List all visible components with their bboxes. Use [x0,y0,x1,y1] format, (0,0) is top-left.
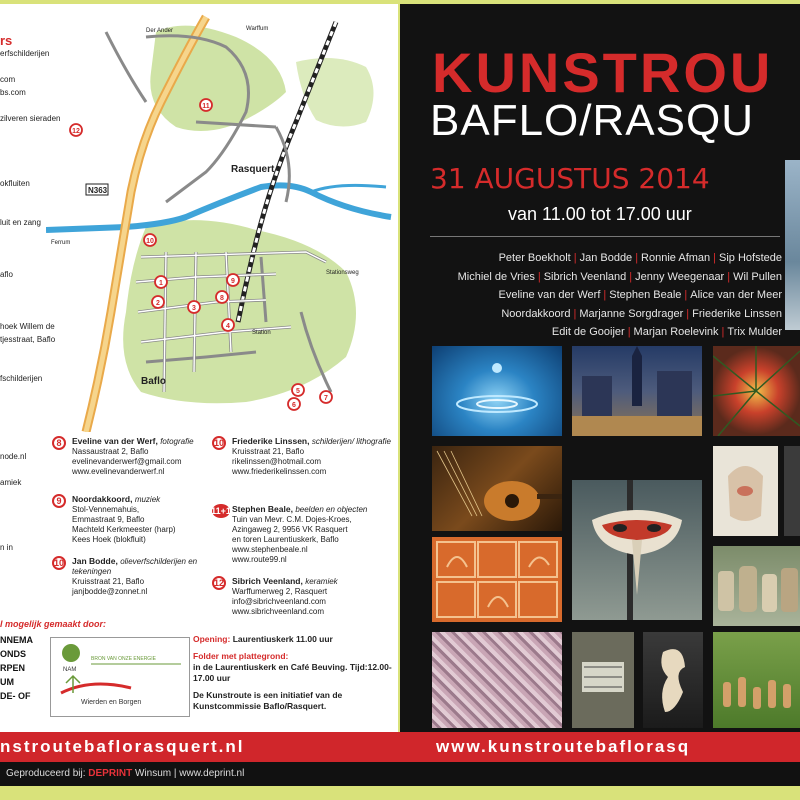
opening-label: Opening: [193,634,231,644]
map-marker-5 [292,384,304,396]
map-label-station: Station [252,330,271,336]
photo-guitar-harp [432,446,562,531]
map-label-rasquert: Rasquert [231,164,275,175]
participant-item: bs.com [0,88,26,97]
sponsor-name: DE- OF [0,691,31,701]
artist-separator: | [627,326,631,338]
artist-name: Peter Boekholt [498,252,571,264]
artist-name: Edit de Gooijer [551,326,625,338]
map-marker-6 [288,398,300,410]
logo-energy-text: BRON VAN ONZE ENERGIE [91,656,156,662]
map-marker-1 [155,276,167,288]
entry-line: www.route99.nl [232,555,287,564]
artist-names [422,249,782,342]
artist-name: Friederike Linssen [692,307,782,320]
photo-pink-texture [432,632,562,728]
map-marker-8 [216,291,228,303]
entry-line: Stol-Vennemahuis, [72,505,140,514]
initiative-text: De Kunstroute is een initiatief van de Kunstcommissie Baflo/Rasquert. [193,690,343,711]
entry-name: Eveline van der Werf, [72,436,161,446]
entry-number-badge: 11+1 [211,506,231,516]
map-marker-11 [200,99,212,111]
participant-item: zilveren sieraden [0,114,60,123]
artist-name: Jan Bodde [579,252,633,264]
entry-line: Emmastraat 9, Baflo [72,515,145,524]
artist-row [422,268,782,287]
entry-line: Kruisstraat 21, Baflo [72,577,145,586]
event-notes [193,634,393,718]
artist-entry [52,556,232,597]
map-marker-label: 2 [156,300,160,307]
entry-line: Machteld Kerkmeester (harp) [72,525,176,534]
sponsor-logos [50,637,190,717]
artist-name: Marjan Roelevink [633,326,719,338]
entry-role: beelden en objecten [295,505,368,514]
photo-jewelry [572,632,634,728]
map-label-road: N363 [88,186,108,195]
artist-separator: | [629,270,633,283]
participant-item: aflo [0,270,13,279]
map-label-stationsweg: Stationsweg [326,270,359,276]
sponsor-name: UM [0,677,14,687]
artist-name: Jenny Weegenaar [635,270,725,283]
map-marker-label: 12 [72,128,80,135]
map-marker-3 [188,301,200,313]
sponsor-name: RPEN [0,663,26,673]
artist-name: Stephen Beale [609,289,682,301]
participant-item: hoek Willem de [0,322,55,331]
credit-site[interactable]: www.deprint.nl [179,768,245,779]
artist-separator: | [727,270,731,283]
participant-item [0,463,60,476]
entry-name: Sibrich Veenland, [232,576,306,586]
photo-starburst [713,346,800,436]
participant-item: com [0,75,16,84]
participant-item: erfschilderijen [0,49,50,58]
photo-garden-sculptures [713,632,800,728]
title-line1: KUNSTROU [432,41,774,104]
entry-line: Tuin van Mevr. C.M. Dojes-Kroes, [232,515,352,524]
entry-line: rikelinssen@hotmail.com [232,457,322,466]
entry-role: schilderijen/ lithografie [311,437,391,446]
sponsors-title: l mogelijk gemaakt door: [0,619,107,629]
entry-line: www.stephenbeale.nl [232,545,308,554]
artist-separator: | [686,307,690,320]
map-road-sign [86,184,108,195]
entry-line: Kruisstraat 21, Baflo [232,447,305,456]
map-marker-12 [70,124,82,136]
entry-role: olieverfschilderijen en tekeningen [72,557,198,576]
artist-entry [52,436,232,477]
credit-brand: DEPRINT [88,768,133,779]
map-marker-label: 3 [192,305,196,312]
participant-item [0,515,60,528]
website-link-left[interactable]: nstroutebaflorasquert.nl [0,737,245,756]
sponsor-name: NNEMA [0,635,33,645]
map-marker-label: 7 [324,395,328,402]
title-line2: BAFLO/RASQU [430,96,754,145]
artist-row [422,286,782,305]
artist-name: Sibrich Veenland [543,270,627,283]
poster [0,4,800,794]
entry-line: www.sibrichveenland.com [232,607,325,616]
folder-label: Folder met plattegrond: [193,651,289,661]
artist-entry [212,504,392,565]
artist-row [422,249,782,268]
map-label-ferrum: Ferrum [51,240,71,246]
artist-separator: | [573,307,577,320]
entry-role: muziek [134,495,161,504]
entry-role: fotografie [160,437,194,446]
artist-entry [52,494,232,545]
credit-city: Winsum [134,768,172,779]
artist-name: Noordakkoord [501,307,571,320]
participant-item [0,437,60,450]
left-panel [0,4,398,732]
entry-number-badge: 8 [52,436,66,450]
participant-item [0,528,60,541]
participant-item: fschilderijen [0,374,43,383]
map-marker-9 [227,274,239,286]
wierden-logo [61,676,141,706]
entry-number-badge: 9 [52,494,66,508]
map-label-warffum: Warffum [246,26,269,32]
entry-line: Nassaustraat 2, Baflo [72,447,149,456]
entry-line: janjbodde@zonnet.nl [72,587,148,596]
participant-item: node.nl [0,452,27,461]
photo-dark-edge [784,446,800,536]
artist-separator: | [713,252,717,264]
artist-row [422,305,782,324]
entry-number-badge: 10 [54,558,65,568]
entry-number-badge: 12 [214,578,225,588]
entry-name: Noordakkoord, [72,494,135,504]
artist-name: Ronnie Afman [641,252,711,264]
participant-item: luit en zang [0,218,41,227]
participants-header: rs [0,33,13,48]
artist-entry [212,436,392,477]
artist-separator: | [684,289,688,301]
artist-name: Marjanne Sorgdrager [579,307,684,320]
artist-name: Eveline van der Werf [498,289,601,301]
entry-name: Friederike Linssen, [232,436,312,446]
route-map [46,12,396,432]
map-marker-4 [222,319,234,331]
divider [430,236,780,237]
artist-name: Sip Hofstede [719,252,782,264]
opening-text: Laurentiuskerk 11.00 uur [232,634,333,644]
logo-nam-text: NAM [63,667,77,673]
entry-number-badge: 10 [214,438,225,448]
sponsors [0,619,195,719]
participant-item: tjesstraat, Baflo [0,335,56,344]
map-marker-7 [320,391,332,403]
entry-line: Warffumerweg 2, Rasquert [232,587,328,596]
entry-line: info@sibrichveenland.com [232,597,326,606]
artist-separator: | [635,252,639,264]
artist-entry [212,576,392,617]
credit-prefix: Geproduceerd bij: [6,768,86,779]
side-photo-strip [785,160,800,330]
sponsor-name: ONDS [0,649,27,659]
photo-orange-print [432,537,562,622]
map-marker-label: 10 [146,238,154,245]
artist-separator: | [573,252,577,264]
map-label-baflo: Baflo [141,376,166,387]
photo-sculpture [643,632,703,728]
artist-separator: | [537,270,541,283]
artist-name: Trix Mulder [727,326,782,338]
map-marker-10 [144,234,156,246]
photo-water-drop [432,346,562,436]
entry-name: Jan Bodde, [72,556,121,566]
entry-line: en toren Laurentiuskerk, Baflo [232,535,339,544]
credit-line: Geproduceerd bij: DEPRINT Winsum | www.deprint.nl [0,762,800,786]
map-canal-branch [311,185,386,192]
map-marker-label: 1 [159,280,163,287]
photo-ceramic-head [713,446,778,536]
artist-separator: | [603,289,607,301]
participant-item [0,502,60,515]
photo-mask [572,480,702,620]
entry-line: Azingaweg 2, 9956 VK Rasquert [232,525,348,534]
entry-line: www.evelinevanderwerf.nl [72,467,165,476]
map-label-der-ander: Der Ander [146,28,174,34]
participant-item [0,489,60,502]
map-marker-label: 11 [202,103,210,110]
website-link-right[interactable]: www.kunstroutebaflorasq [436,737,691,756]
event-time: van 11.00 tot 17.00 uur [508,204,692,224]
artist-name: Michiel de Vries [457,270,535,283]
artist-name: Alice van der Meer [690,289,782,301]
logo-wierden-text: Wierden en Borgen [81,699,142,706]
artist-row [422,323,782,342]
participant-item: okfluiten [0,179,30,188]
entry-role: keramiek [305,577,338,586]
photo-ceramic-vases [713,546,800,626]
entry-line: Kees Hoek (blokfluit) [72,535,146,544]
map-marker-label: 6 [292,402,296,409]
participant-item: amiek [0,478,22,487]
nam-logo [62,644,80,673]
photo-city-painting [572,346,702,436]
map-marker-2 [152,296,164,308]
map-marker-label: 5 [296,388,300,395]
entry-line: evelinevanderwerf@gmail.com [72,457,182,466]
entry-line: www.friederikelinssen.com [232,467,327,476]
entry-name: Stephen Beale, [232,504,296,514]
map-marker-label: 9 [231,278,235,285]
artist-name: Wil Pullen [733,270,782,283]
folder-text: in de Laurentiuskerk en Café Beuving. Tijd:12.00-17.00 uur [193,662,392,683]
participant-item: n in [0,543,13,552]
artist-separator: | [721,326,725,338]
map-marker-label: 8 [220,295,224,302]
event-date: 31 AUGUSTUS 2014 [430,162,710,195]
right-panel [400,4,800,732]
map-marker-label: 4 [226,323,230,330]
